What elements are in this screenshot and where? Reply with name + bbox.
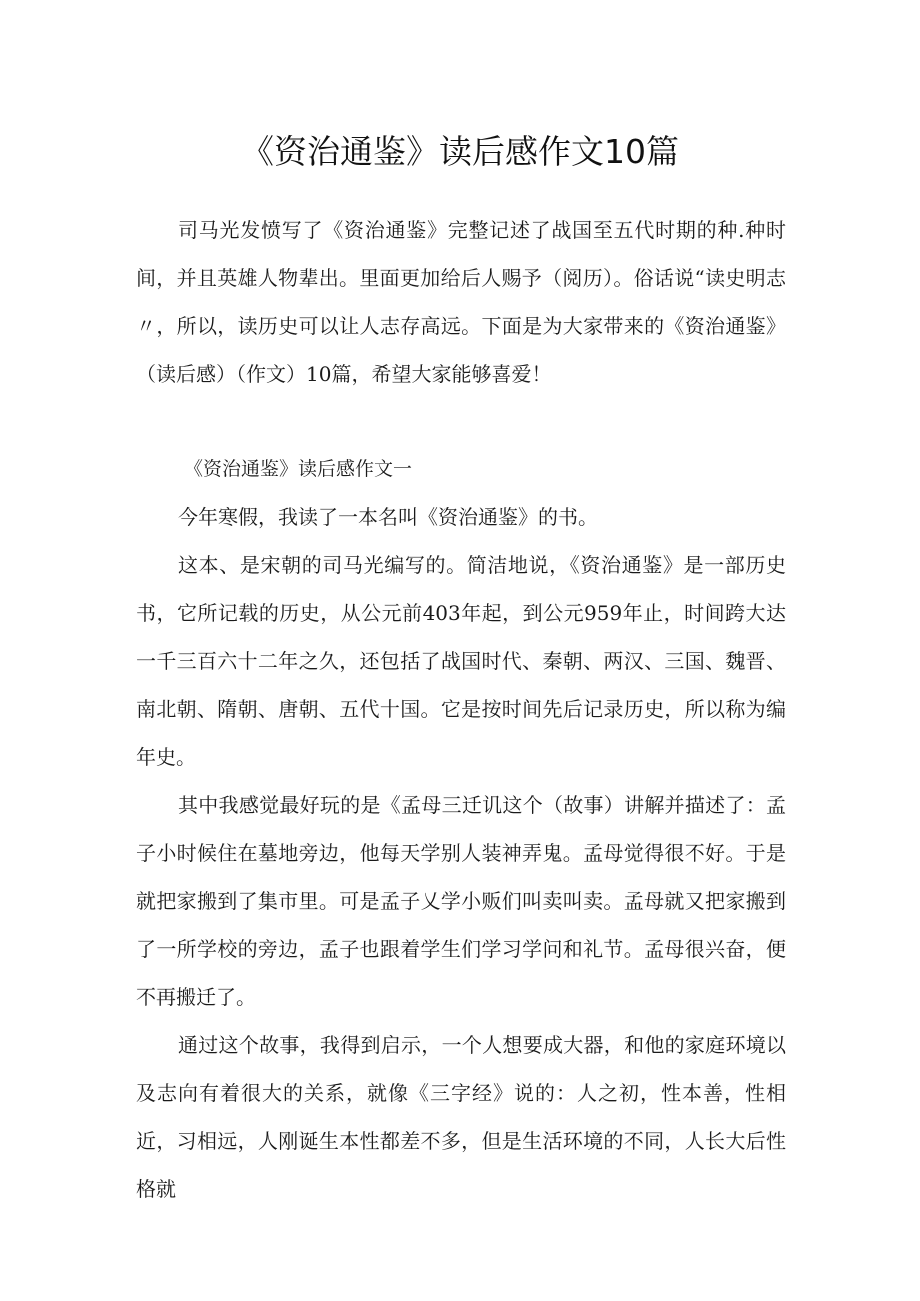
section-heading: 《资治通鉴》读后感作文一 xyxy=(184,458,413,480)
body-paragraph-4: 通过这个故事，我得到启示，一个人想要成大器，和他的家庭环境以及志向有着很大的关系，就像《三字经》说的：人之初，性本善，性相近，习相远，人刚诞生本性都差不多，但是生活环境的不同，人长大后性格就 xyxy=(136,1033,786,1201)
intro-paragraph: 司马光发愤写了《资治通鉴》完整记述了战国至五代时期的种.种时间，并且英雄人物辈出。里面更加给后人赐予（阅历）。俗话说“读史明志〃，所以，读历史可以让人志存高远。下面是为大家带来的《资治通鉴》（读后感）（作文）10篇，希望大家能够喜爱！ xyxy=(136,218,786,386)
document-body xyxy=(136,206,786,1213)
document-title: 《资治通鉴》读后感作文10篇 xyxy=(241,132,679,171)
body-paragraph-2: 这本、是宋朝的司马光编写的。简洁地说，《资治通鉴》是一部历史书，它所记载的历史，从公元前403年起，到公元959年止，时间跨大达一千三百六十二年之久，还包括了战国时代、秦朝、两汉、三国、魏晋、南北朝、隋朝、唐朝、五代十国。它是按时间先后记录历史，所以称为编年史。 xyxy=(136,553,786,769)
body-paragraph-3: 其中我感觉最好玩的是《孟母三迁讥这个（故事）讲解并描述了：孟子小时候住在墓地旁边，他每天学别人装神弄鬼。孟母觉得很不好。于是就把家搬到了集市里。可是孟子乂学小贩们叫卖叫卖。孟母就又把家搬到了一所学校的旁边，孟子也跟着学生们学习学问和礼节。孟母很兴奋，便不再搬迁了。 xyxy=(136,793,786,1009)
body-paragraph-1: 今年寒假，我读了一本名叫《资治通鉴》的书。 xyxy=(178,505,598,529)
